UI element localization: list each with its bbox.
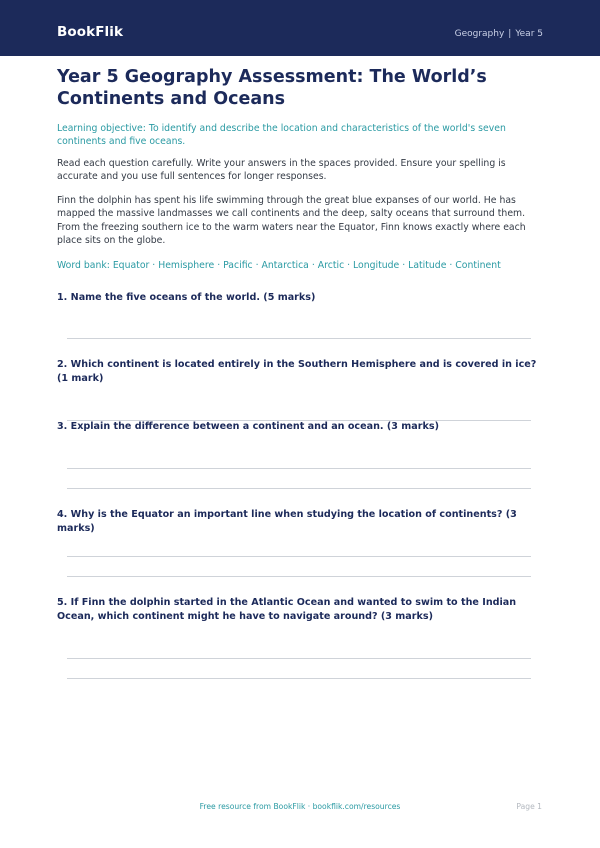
question-3: 3. Explain the difference between a continent and an ocean. (3 marks): [57, 421, 439, 432]
answer-line-q1-1[interactable]: [67, 338, 531, 339]
subject-label: Geography: [454, 29, 505, 39]
year-label: Year 5: [515, 29, 543, 39]
page-number: Page 1: [516, 802, 542, 811]
answer-line-q5-1[interactable]: [67, 658, 531, 659]
instructions-paragraph: Read each question carefully. Write your answers in the spaces provided. Ensure your spelling is accurate and you use full sentences for longer responses.: [57, 158, 506, 183]
page-title: Year 5 Geography Assessment: The World’s Continents and Oceans: [57, 67, 487, 109]
brand-logo[interactable]: BookFlik: [57, 24, 124, 40]
story-paragraph: Finn the dolphin has spent his life swimming through the great blue expanses of our world. He has mapped the massive landmasses we call continents and the deep, salty oceans that surround them. From the freezing southern ice to the warm waters near the Equator, Finn knows exactly where each place sits on the globe.: [57, 195, 526, 246]
answer-line-q4-1[interactable]: [67, 556, 531, 557]
question-1: 1. Name the five oceans of the world. (5 marks): [57, 292, 316, 303]
header-meta: [455, 29, 543, 39]
page-header: [0, 0, 600, 56]
answer-line-q5-2[interactable]: [67, 678, 531, 679]
footer-link[interactable]: Free resource from BookFlik · bookflik.com/resources: [199, 802, 401, 811]
question-4: 4. Why is the Equator an important line when studying the location of continents? (3 marks): [57, 509, 517, 534]
question-5: 5. If Finn the dolphin started in the Atlantic Ocean and wanted to swim to the Indian Ocean, which continent might he have to navigate around? (3 marks): [57, 597, 517, 622]
word-bank: Word bank: Equator · Hemisphere · Pacific · Antarctica · Arctic · Longitude · Latitude · Continent: [57, 260, 501, 271]
meta-separator: |: [508, 29, 512, 39]
answer-line-q4-2[interactable]: [67, 576, 531, 577]
answer-line-q3-2[interactable]: [67, 488, 531, 489]
answer-line-q3-1[interactable]: [67, 468, 531, 469]
learning-objective: Learning objective: To identify and describe the location and characteristics of the world's seven continents and five oceans.: [57, 123, 506, 147]
question-2: 2. Which continent is located entirely in the Southern Hemisphere and is covered in ice? (1 mark): [57, 359, 537, 384]
